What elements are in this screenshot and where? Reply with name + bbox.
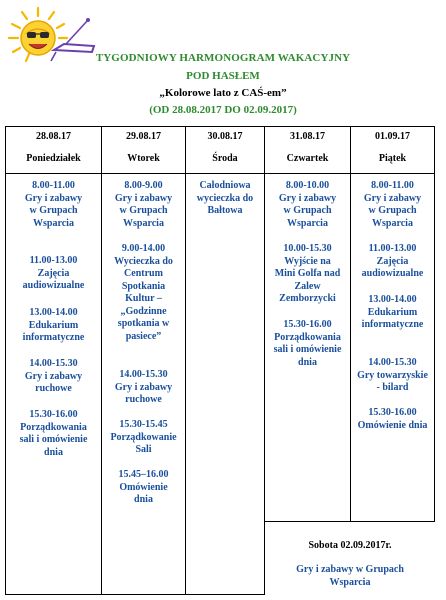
activity-text: Gry i zabawy bbox=[278, 192, 337, 204]
activity-block bbox=[351, 407, 434, 432]
activity-text: w Grupach bbox=[29, 205, 78, 216]
activity-time: 13.00-14.00 bbox=[368, 294, 417, 305]
activity-text: Sali bbox=[135, 444, 152, 455]
activity-text: Wsparcia bbox=[287, 217, 328, 229]
activity-text: Zalew bbox=[294, 280, 321, 292]
schedule-table bbox=[5, 126, 435, 595]
activity-block bbox=[265, 319, 350, 369]
activity-time: 13.00-14.00 bbox=[29, 307, 78, 318]
schedule-title: TYGODNIOWY HARMONOGRAM WAKACYJNY bbox=[95, 52, 351, 64]
activity-block bbox=[102, 180, 185, 230]
activity-text: Gry i zabawy bbox=[363, 192, 422, 204]
activity-block bbox=[186, 180, 264, 218]
activity-text: Porządkowanie bbox=[110, 431, 177, 443]
column-date: 30.08.17 bbox=[207, 131, 243, 142]
activity-time: 14.00-15.30 bbox=[368, 357, 417, 368]
activity-text: dnia bbox=[44, 446, 63, 458]
activity-text: Gry i zabawy w Grupach bbox=[296, 564, 404, 575]
activity-block bbox=[351, 243, 434, 281]
activity-time: 15.30-16.00 bbox=[283, 319, 332, 330]
activity-time: 15.30-16.00 bbox=[368, 407, 417, 418]
column-header bbox=[6, 127, 101, 174]
activity-text: informatyczne bbox=[361, 319, 424, 330]
activity-text: Omówienie bbox=[119, 481, 168, 493]
activity-text: sali i omówienie bbox=[273, 344, 342, 355]
column-header bbox=[186, 127, 264, 174]
activity-text: Gry i zabawy bbox=[114, 192, 173, 204]
column-date: 31.08.17 bbox=[290, 131, 325, 142]
activity-text: Mini Golfa nad bbox=[274, 268, 341, 279]
column-day: Poniedziałek bbox=[26, 153, 81, 164]
activity-text: wycieczka do bbox=[196, 192, 254, 204]
activity-text: w Grupach bbox=[119, 205, 168, 216]
column-date: 29.08.17 bbox=[126, 131, 161, 142]
column-date: 01.09.17 bbox=[375, 131, 410, 142]
activity-text: Bałtowa bbox=[207, 205, 243, 216]
column-header bbox=[351, 127, 434, 174]
activity-block bbox=[265, 180, 350, 230]
activity-text: audiowizualne bbox=[361, 268, 424, 279]
activity-text: pasiece” bbox=[125, 330, 162, 342]
activity-block bbox=[102, 369, 185, 407]
activity-text: Wsparcia bbox=[33, 217, 74, 229]
activity-time: 15.45–16.00 bbox=[118, 469, 169, 480]
activity-text: dnia bbox=[134, 494, 153, 505]
column-day: Wtorek bbox=[127, 153, 160, 164]
activity-time: 15.30-15.45 bbox=[119, 419, 168, 430]
activity-block bbox=[102, 419, 185, 457]
schedule-date-range: (OD 28.08.2017 DO 02.09.2017) bbox=[149, 104, 297, 116]
activity-text: Wsparcia bbox=[329, 576, 371, 588]
activity-block bbox=[6, 307, 101, 345]
column-thursday bbox=[265, 127, 351, 521]
schedule-subtitle: POD HASŁEM bbox=[186, 70, 260, 82]
activity-time: 14.00-15.30 bbox=[29, 358, 78, 369]
activity-block bbox=[102, 243, 185, 343]
activity-block bbox=[351, 357, 434, 395]
activity-text: Porządkowania bbox=[274, 331, 341, 343]
activity-text: audiowizualne bbox=[22, 280, 85, 291]
activity-block bbox=[6, 409, 101, 459]
activity-text: w Grupach bbox=[283, 205, 332, 216]
activity-time: 11.00-13.00 bbox=[29, 255, 78, 266]
activity-block bbox=[265, 243, 350, 306]
activity-block bbox=[351, 294, 434, 332]
activity-text: informatyczne bbox=[22, 332, 85, 343]
activity-text: Omówienie dnia bbox=[357, 419, 428, 431]
column-wednesday bbox=[186, 127, 265, 594]
activity-text: spotkania w bbox=[117, 318, 170, 329]
column-date: 28.08.17 bbox=[36, 131, 71, 142]
activity-text: Wsparcia bbox=[123, 217, 164, 229]
activity-text: Porządkowania bbox=[20, 421, 87, 433]
activity-text: dnia bbox=[298, 356, 317, 368]
activity-time: 8.00-9.00 bbox=[124, 180, 163, 191]
activity-text: ruchowe bbox=[35, 383, 72, 394]
activity-text: sali i omówienie bbox=[19, 434, 88, 445]
activity-text: Wsparcia bbox=[372, 217, 413, 229]
activity-text: ruchowe bbox=[125, 394, 162, 405]
activity-text: Spotkania bbox=[121, 280, 166, 292]
activity-text: Wyjście na bbox=[284, 255, 331, 267]
activity-text: - bilard bbox=[376, 382, 409, 393]
activity-text: Zajęcia bbox=[37, 267, 70, 279]
activity-time: 10.00-15.30 bbox=[283, 243, 332, 254]
activity-text: Gry i zabawy bbox=[24, 370, 83, 382]
activity-time: 8.00-10.00 bbox=[285, 180, 330, 191]
activity-text: Całodniowa bbox=[199, 180, 251, 191]
activity-time: 8.00-11.00 bbox=[32, 180, 75, 191]
activity-time: 11.00-13.00 bbox=[368, 243, 417, 254]
activity-time: 9.00-14.00 bbox=[121, 243, 166, 254]
saturday-heading: Sobota 02.09.2017r. bbox=[308, 540, 392, 551]
activity-text: Gry i zabawy bbox=[24, 192, 83, 204]
saturday-activity bbox=[265, 564, 435, 589]
column-header bbox=[265, 127, 350, 174]
column-day: Czwartek bbox=[286, 153, 329, 164]
activity-text: Wycieczka do bbox=[114, 255, 173, 267]
activity-text: Zajęcia bbox=[376, 255, 409, 267]
activity-block bbox=[351, 180, 434, 230]
column-day: Środa bbox=[212, 153, 238, 164]
column-tuesday bbox=[102, 127, 186, 594]
schedule-motto: „Kolorowe lato z CAŚ-em” bbox=[159, 87, 287, 99]
activity-text: Edukarium bbox=[367, 306, 418, 318]
activity-block bbox=[102, 469, 185, 507]
column-day: Piątek bbox=[378, 153, 407, 164]
activity-block bbox=[6, 180, 101, 230]
activity-block bbox=[6, 358, 101, 396]
column-friday bbox=[351, 127, 434, 521]
activity-time: 8.00-11.00 bbox=[371, 180, 414, 191]
activity-text: Gry i zabawy bbox=[114, 381, 173, 393]
activity-text: Centrum bbox=[124, 268, 163, 279]
saturday-block bbox=[265, 521, 435, 595]
activity-text: Gry towarzyskie bbox=[357, 369, 428, 381]
activity-text: „Godzinne bbox=[120, 305, 167, 317]
activity-text: Edukarium bbox=[28, 319, 79, 331]
activity-block bbox=[6, 255, 101, 293]
column-header bbox=[102, 127, 185, 174]
activity-text: Kultur – bbox=[125, 293, 162, 304]
column-monday bbox=[6, 127, 102, 594]
activity-text: Zemborzycki bbox=[279, 293, 336, 304]
activity-time: 15.30-16.00 bbox=[29, 409, 78, 420]
activity-text: w Grupach bbox=[368, 205, 417, 216]
activity-time: 14.00-15.30 bbox=[119, 369, 168, 380]
